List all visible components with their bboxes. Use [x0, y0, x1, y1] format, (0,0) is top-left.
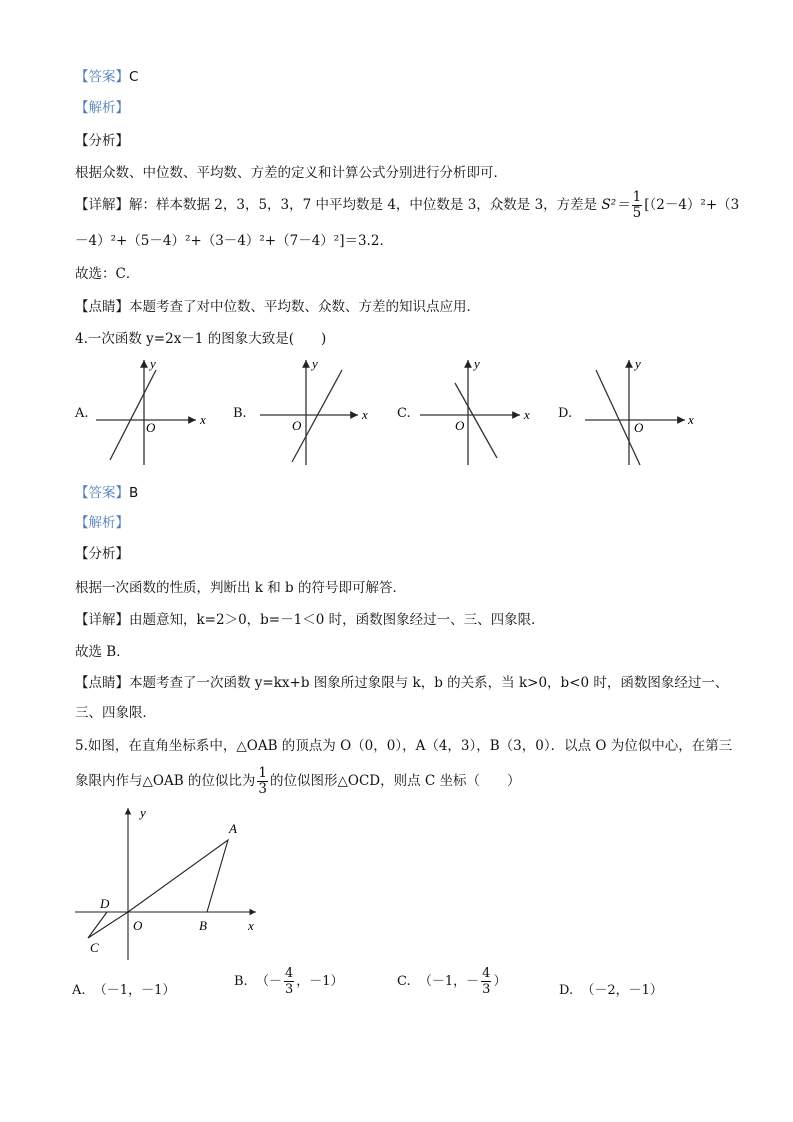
- q5-point-c: C: [90, 940, 99, 955]
- graph-b: [260, 360, 358, 465]
- q5-x-label: x: [248, 918, 254, 933]
- q3-detail-2: －4）²+（5－4）²+（3－4）²+（7－4）²]＝3.2．: [75, 233, 393, 249]
- graph-a: [96, 360, 196, 465]
- origin-label: O: [292, 418, 302, 433]
- axis-x-label: x: [524, 407, 530, 422]
- q4-option-b-label: B.: [233, 406, 247, 421]
- q5-point-b: B: [199, 918, 207, 933]
- option-text: （－2，－1）: [581, 983, 663, 998]
- origin-label: O: [634, 420, 644, 435]
- q3-fenxi-tag: 【分析】: [75, 133, 129, 149]
- fraction-den: 3: [482, 982, 491, 997]
- option-text-post: ）: [493, 974, 507, 989]
- q3-analysis-tag: 【解析】: [75, 100, 129, 116]
- axis-x-label: x: [688, 412, 694, 427]
- axis-y-label: y: [312, 356, 318, 371]
- q5-option-d: [559, 979, 663, 998]
- detail-tag: 【详解】: [75, 612, 129, 628]
- q4-analysis-tag: 【解析】: [75, 515, 129, 531]
- q4-option-a-label: A.: [75, 406, 89, 421]
- stem-text-b: 的位似图形△OCD，则点 C 坐标（ ）: [270, 773, 521, 789]
- q5-stem-1: 5.如图，在直角坐标系中，△OAB 的顶点为 O（0，0），A（4，3），B（3，0）．以点 O 为位似中心，在第三: [75, 738, 733, 754]
- fraction-num: 1: [632, 189, 642, 205]
- fraction-num: 4: [284, 966, 294, 981]
- comment-tag: 【点睛】: [75, 299, 129, 315]
- detail-text-b: [（2－4）²+（3: [644, 197, 740, 213]
- origin-label: O: [146, 420, 156, 435]
- comment-text: 本题考查了对中位数、平均数、众数、方差的知识点应用．: [129, 299, 480, 315]
- option-label: A.: [72, 983, 86, 998]
- q4-detail: [75, 611, 545, 629]
- answer-tag: 【答案】: [75, 485, 129, 501]
- fraction-den: 3: [284, 982, 294, 997]
- axis-x-label: x: [200, 412, 206, 427]
- q4-stem: 4.一次函数 y=2x－1 的图象大致是( ): [75, 331, 327, 347]
- option-text: （－1，－: [418, 974, 480, 989]
- answer-tag: 【答案】: [75, 69, 129, 85]
- q5-option-b: [234, 966, 344, 997]
- fraction: [257, 766, 268, 797]
- q5-option-c: [397, 966, 506, 997]
- option-text: （－1，－1）: [93, 983, 176, 998]
- fraction-den: 5: [632, 205, 642, 221]
- option-text-post: ，－1）: [296, 974, 344, 989]
- option-label: D.: [559, 983, 574, 998]
- q3-fenxi: 根据众数、中位数、平均数、方差的定义和计算公式分别进行分析即可．: [75, 165, 507, 181]
- q5-point-a: A: [229, 821, 237, 836]
- fraction-den: 3: [258, 781, 268, 797]
- answer-value: B: [129, 485, 139, 501]
- comment-tag: 【点睛】: [75, 675, 129, 691]
- option-text: （－: [255, 974, 282, 989]
- axis-y-label: y: [635, 356, 641, 371]
- q4-fenxi: 根据一次函数的性质，判断出 k 和 b 的符号即可解答．: [75, 580, 406, 596]
- fraction-num: 4: [482, 966, 491, 981]
- answer-value: C: [129, 69, 139, 85]
- graph-d: [585, 360, 685, 465]
- q5-point-o: O: [133, 918, 143, 933]
- q4-fenxi-tag: 【分析】: [75, 546, 129, 562]
- q3-choose: 故选：C．: [75, 266, 140, 282]
- comment-text: 本题考查了一次函数 y=kx+b 图象所过象限与 k，b 的关系，当 k>0，b<0 时，函数图象经过一、: [129, 675, 729, 691]
- axis-y-label: y: [474, 356, 480, 371]
- axis-y-label: y: [150, 356, 156, 371]
- q4-comment: [75, 674, 728, 692]
- origin-label: O: [455, 418, 465, 433]
- q4-comment-2: 三、四象限．: [75, 705, 156, 721]
- fraction: [284, 966, 294, 997]
- option-label: C.: [397, 974, 411, 989]
- q5-option-a: [72, 979, 175, 998]
- stem-text: 象限内作与△OAB 的位似比为: [75, 773, 256, 789]
- q4-choose: 故选 B．: [75, 644, 130, 660]
- axis-x-label: x: [362, 407, 368, 422]
- variance-symbol: S²＝: [601, 197, 630, 213]
- option-label: B.: [234, 974, 248, 989]
- detail-text: 解：样本数据 2，3，5，3，7 中平均数是 4，中位数是 3，众数是 3，方差是: [129, 197, 598, 213]
- detail-text: 由题意知，k=2＞0，b=－1＜0 时，函数图象经过一、三、四象限．: [129, 612, 545, 628]
- q5-y-label: y: [140, 805, 146, 820]
- graph-c: [420, 360, 520, 465]
- q4-option-c-label: C.: [397, 406, 411, 421]
- q4-option-d-label: D.: [558, 406, 573, 421]
- q4-answer: [75, 484, 138, 502]
- q5-point-d: D: [100, 896, 110, 911]
- detail-tag: 【详解】: [75, 197, 129, 213]
- fraction: [481, 966, 491, 997]
- q5-stem-2: [75, 766, 521, 797]
- fraction-num: 1: [258, 765, 268, 781]
